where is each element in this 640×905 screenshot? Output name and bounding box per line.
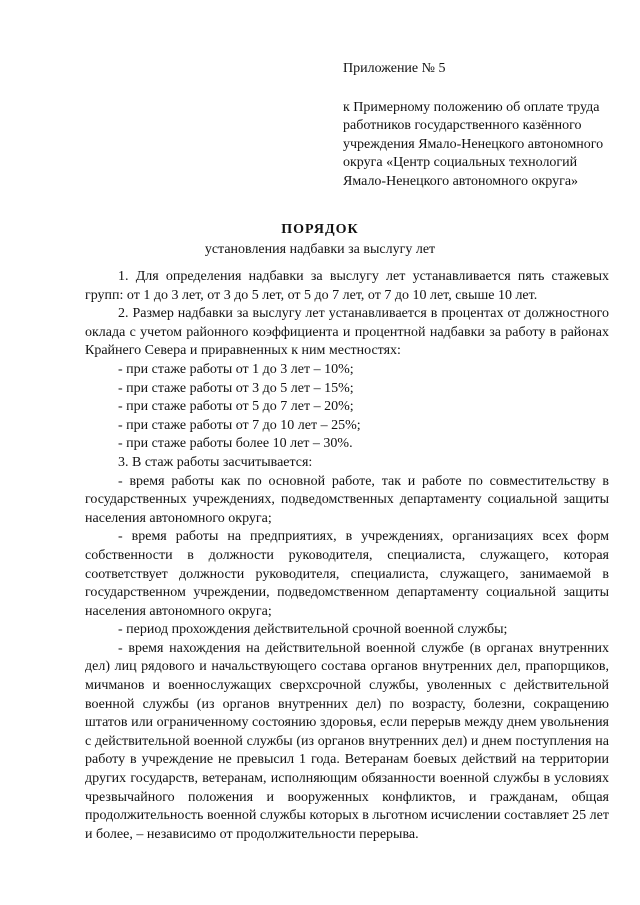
paragraph-3: 3. В стаж работы засчитывается: (118, 454, 313, 470)
list-item: - при стаже работы от 3 до 5 лет – 15%; (118, 380, 354, 396)
list-item: - время работы на предприятиях, в учреждениях, организациях всех форм собственности в должности руководителя, специалиста, служащего, которая соответствует должности руководителя, специалиста, служащего, занимаемой в государственном учреждении, подведомственном департаменту социальной защиты населения автономного округа; (85, 529, 609, 619)
list-item: - время нахождения на действительной военной службе (в органах внутренних дел) лиц рядового и начальствующего состава органов внутренних дел, прапорщиков, мичманов и военнослужащих сверхсрочной службы, уволенных с действительной военной службы (из органов внутренних дел) по возрасту, болезни, сокращению штатов или ограниченному состоянию здоровья, если перерыв между днем увольнения с действительной военной службы (из органов внутренних дел) и днем поступления на работу в учреждение не превысил 1 года. Ветеранам боевых действий на территории других государств, ветеранам, исполняющим обязанности военной службы в условиях чрезвычайного положения и вооруженных конфликтов, и гражданам, общая продолжительность военной службы которых в льготном исчислении составляет 25 лет и более, – независимо от продолжительности перерыва. (85, 640, 609, 842)
list-item: - при стаже работы от 1 до 3 лет – 10%; (118, 361, 354, 377)
document-body (85, 268, 609, 844)
list-item: - период прохождения действительной срочной военной службы; (118, 622, 508, 638)
appendix-block (343, 60, 615, 191)
appendix-body: к Примерному положению об оплате труда работников государственного казённого учреждения Ямало-Ненецкого автономного округа «Центр социальных технологий Ямало-Ненецкого автономного округа» (343, 99, 604, 189)
list-item: - при стаже работы от 5 до 7 лет – 20%; (118, 399, 354, 415)
document-title: ПОРЯДОК (281, 222, 359, 237)
list-item: - при стаже работы от 7 до 10 лет – 25%; (118, 417, 361, 433)
appendix-title: Приложение № 5 (343, 61, 446, 76)
list-item: - время работы как по основной работе, так и работе по совместительству в государственных учреждениях, подведомственных департаменту социальной защиты населения автономного округа; (85, 473, 609, 526)
paragraph-2: 2. Размер надбавки за выслугу лет устанавливается в процентах от должностного оклада с учетом районного коэффициента и процентной надбавки за работу в районах Крайнего Севера и приравненных к ним местностях: (85, 306, 609, 359)
paragraph-1: 1. Для определения надбавки за выслугу лет устанавливается пять стажевых групп: от 1 до 3 лет, от 3 до 5 лет, от 5 до 7 лет, от 7 до 10 лет, свыше 10 лет. (85, 269, 609, 303)
document-subtitle: установления надбавки за выслугу лет (204, 242, 436, 257)
list-item: - при стаже работы более 10 лет – 30%. (118, 436, 353, 452)
